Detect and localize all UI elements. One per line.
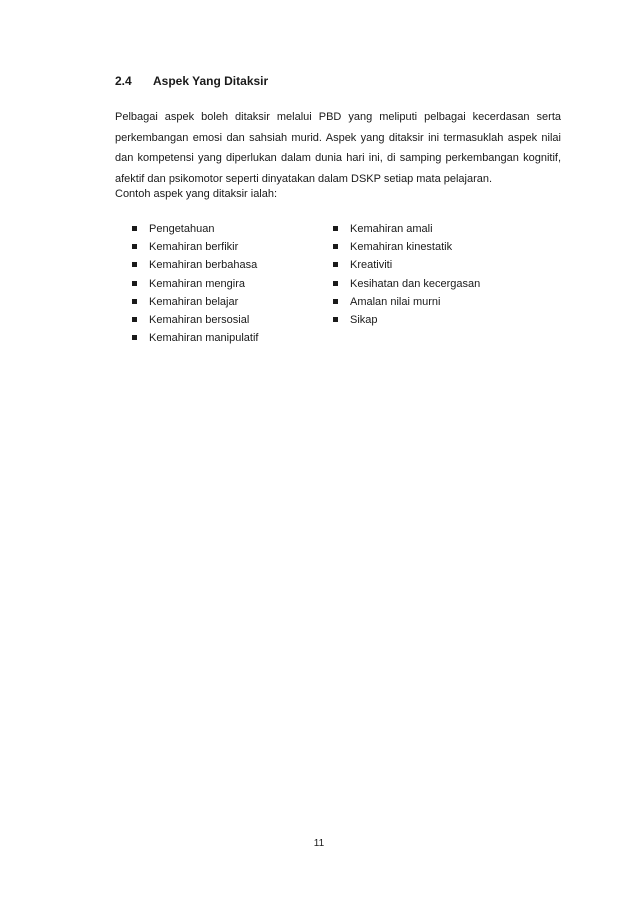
list-item: [333, 220, 493, 238]
list-item-label: Kemahiran berbahasa: [149, 259, 258, 272]
square-bullet-icon: [132, 226, 137, 231]
page-number: 11: [313, 838, 325, 849]
aspect-list-left: [132, 220, 322, 347]
list-item-label: Kemahiran kinestatik: [350, 241, 453, 254]
square-bullet-icon: [132, 244, 137, 249]
list-item: [333, 293, 493, 311]
square-bullet-icon: [333, 244, 338, 249]
list-item: [333, 256, 493, 274]
square-bullet-icon: [333, 226, 338, 231]
section-number: 2.4: [115, 74, 132, 88]
list-item-label: Kreativiti: [350, 259, 393, 272]
aspect-list-right: [333, 220, 493, 329]
square-bullet-icon: [132, 299, 137, 304]
list-item: [132, 256, 322, 274]
square-bullet-icon: [333, 317, 338, 322]
square-bullet-icon: [132, 335, 137, 340]
list-item-label: Kemahiran berfikir: [149, 241, 239, 254]
square-bullet-icon: [333, 299, 338, 304]
section-heading: [115, 74, 268, 88]
list-item-label: Kemahiran manipulatif: [149, 332, 259, 345]
list-item-label: Kemahiran belajar: [149, 295, 239, 308]
list-item: [333, 275, 493, 293]
list-item: [333, 311, 493, 329]
list-item: [132, 293, 322, 311]
list-item-label: Kemahiran mengira: [149, 277, 245, 290]
body-paragraph: Pelbagai aspek boleh ditaksir melalui PBD yang meliputi pelbagai kecerdasan serta perkembangan emosi dan sahsiah murid. Aspek yang ditaksir ini termasuklah aspek nilai dan kompetensi yang diperlukan dalam dunia hari ini, di samping perkembangan kognitif, afektif dan psikomotor seperti dinyatakan dalam DSKP setiap mata pelajaran.: [115, 111, 561, 185]
square-bullet-icon: [132, 262, 137, 267]
list-item-label: Pengetahuan: [149, 223, 215, 235]
list-item: [132, 329, 322, 347]
list-item: [132, 238, 322, 256]
list-item: [132, 311, 322, 329]
list-item-label: Kemahiran amali: [350, 223, 433, 235]
square-bullet-icon: [333, 281, 338, 286]
list-item-label: Kemahiran bersosial: [149, 314, 250, 327]
list-item: [333, 238, 493, 256]
list-item-label: Amalan nilai murni: [350, 295, 441, 308]
square-bullet-icon: [132, 317, 137, 322]
section-title: Aspek Yang Ditaksir: [153, 74, 269, 88]
list-intro: Contoh aspek yang ditaksir ialah:: [115, 188, 278, 200]
list-item-label: Sikap: [350, 314, 378, 327]
list-item: [132, 220, 322, 238]
square-bullet-icon: [333, 262, 338, 267]
list-item-label: Kesihatan dan kecergasan: [350, 277, 481, 290]
square-bullet-icon: [132, 281, 137, 286]
list-item: [132, 275, 322, 293]
